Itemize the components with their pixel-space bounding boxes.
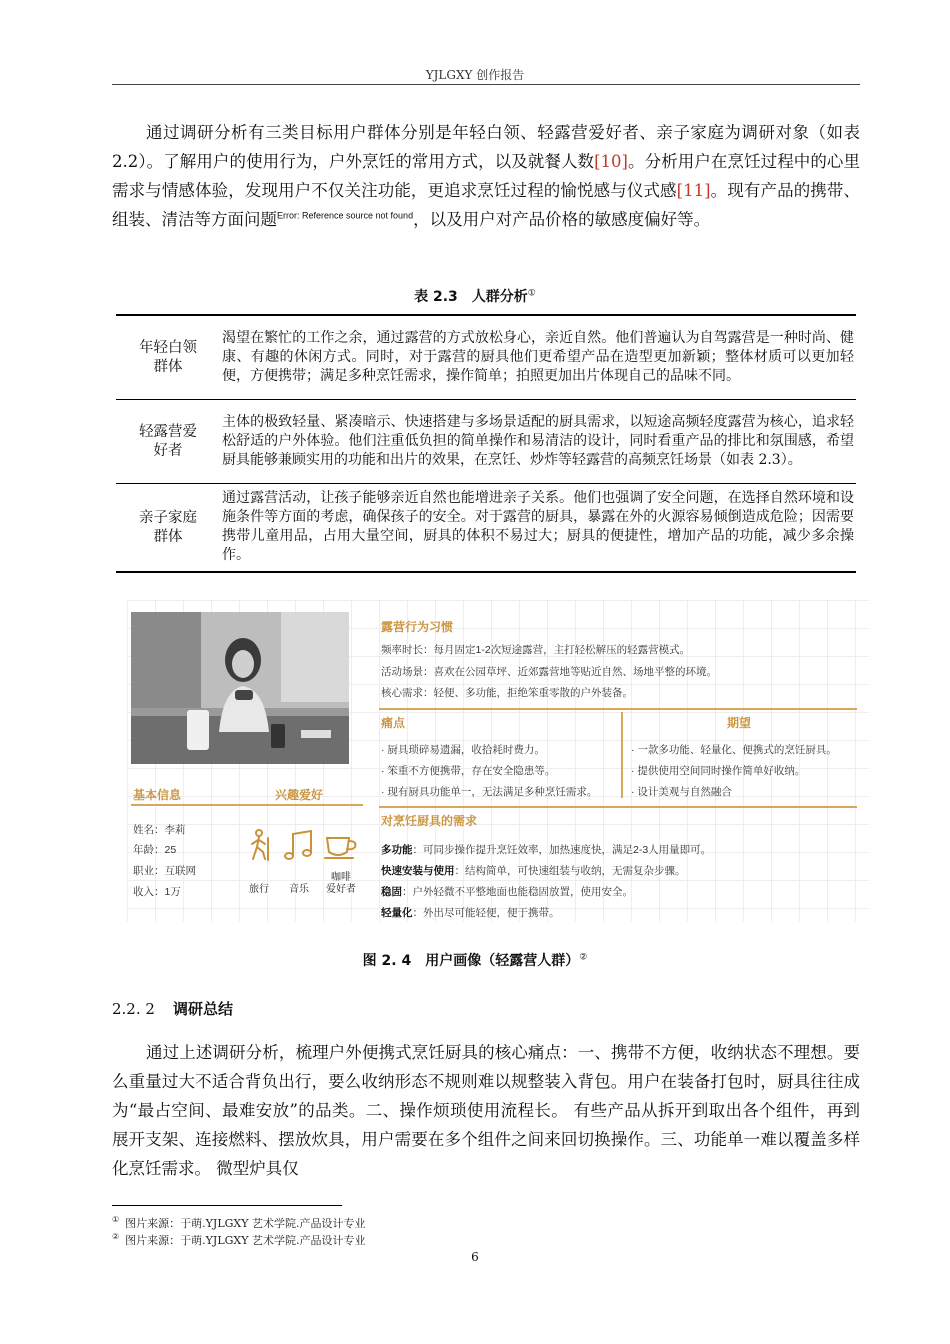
need-key: 轻量化	[381, 907, 413, 919]
group-name	[116, 400, 220, 484]
pain-line: · 厨具琐碎易遗漏，收拾耗时费力。	[381, 744, 545, 756]
group-name-camper: 轻露营爱 好者	[139, 423, 197, 459]
pain-line: · 现有厨具功能单一，无法满足多种烹饪需求。	[381, 786, 598, 798]
group-desc-family: 通过露营活动，让孩子能够亲近自然也能增进亲子关系。他们也强调了安全问题，在选择自然环境和设施条件等方面的考虑，确保孩子的安全。对于露营的厨具，暴露在外的火源容易倾倒造成危险；因需要携带儿童用品，占用大量空间，厨具的体积不易过大；厨具的便捷性，增加产品的功能，减少多余操作。	[222, 490, 854, 563]
hobby-title: 兴趣爱好	[275, 788, 324, 802]
section-heading	[112, 998, 233, 1019]
intro-text-1: 通过调研分析有三类目标用户群体分别是年轻白领、轻露营爱好者、亲子家庭为调研对象（如表 2.2）。了解用户的使用行为，户外烹饪的常用方式，以及就餐人数	[112, 123, 860, 171]
footnote-mark: ②	[112, 1232, 120, 1242]
need-key: 快速安装与使用	[381, 865, 455, 877]
footnote	[112, 1215, 366, 1231]
basic-line: 职业：互联网	[133, 865, 196, 877]
figure-caption-note: ②	[579, 952, 588, 963]
figure-caption	[0, 950, 950, 970]
header-rule	[112, 84, 860, 85]
need-text: ：可同步操作提升烹饪效率，加热速度快，满足2-3人用量即可。	[412, 844, 712, 856]
basic-title: 基本信息	[133, 788, 182, 802]
page-number: 6	[471, 1250, 479, 1264]
need-line	[381, 905, 560, 920]
intro-text-2: 。分析用户在烹饪过程中的心里需求与情感体验，发现用户不仅关注功能，更追求烹饪过程的愉悦感与仪式感	[112, 152, 861, 200]
need-text: ：户外轻微不平整地面也能稳固放置，使用安全。	[402, 886, 633, 898]
intro-paragraph	[112, 118, 860, 234]
woman-with-coffee-image	[131, 612, 349, 764]
footnote-mark: ①	[112, 1215, 120, 1225]
expect-line: · 一款多功能、轻量化、便携式的烹饪厨具。	[631, 744, 837, 756]
need-text: ：外出尽可能轻便，便于携带。	[412, 907, 560, 919]
hiking-icon	[241, 828, 277, 862]
intro-text-3: 。现有产品的携带、组装、清洁等方面问题	[112, 181, 861, 229]
summary-text: 通过上述调研分析，梳理户外便携式烹饪厨具的核心痛点：一、携带不方便，收纳状态不理想。要么重量过大不适合背负出行，要么收纳形态不规则难以规整装入背包。用户在装备打包时，厨具往往成为“最占空间、最难安放”的品类。二、操作烦琐使用流程长。 有些产品从拆开到取出各个组件，再到展开支架、连接燃料、摆放炊具，用户需要在多个组件之间来回切换操作。三、功能单一难以覆盖多样化烹饪需求。 微型炉具仅	[112, 1043, 860, 1178]
footnote-text: 图片来源：于萌.YJLGXY 艺术学院.产品设计专业	[125, 1217, 366, 1230]
hobby-label-travel: 旅行	[249, 884, 269, 895]
coffee-icon	[323, 828, 359, 862]
citation-11[interactable]: [11]	[676, 181, 711, 200]
habit-line: 核心需求：轻便、多功能，拒绝笨重零散的户外装备。	[381, 687, 633, 699]
group-name-family: 亲子家庭 群体	[139, 509, 197, 545]
expect-line: · 提供使用空间同时操作简单好收纳。	[631, 765, 806, 777]
divider	[131, 804, 363, 806]
group-name-young: 年轻白领 群体	[139, 339, 197, 375]
footnote-text: 图片来源：于萌.YJLGXY 艺术学院.产品设计专业	[125, 1234, 366, 1247]
intro-text-4: ，以及用户对产品价格的敏感度偏好等。	[413, 210, 711, 229]
habit-line: 活动场景：喜欢在公园草坪、近郊露营地等贴近自然、场地平整的环境。	[381, 666, 717, 678]
pain-title: 痛点	[381, 716, 406, 730]
need-key: 多功能	[381, 844, 413, 856]
need-key: 稳固	[381, 886, 402, 898]
table-caption-note: ①	[527, 288, 536, 299]
habit-title: 露营行为习惯	[381, 620, 454, 634]
group-name	[116, 484, 220, 573]
figure-caption-text: 图 2. 4 用户画像（轻露营人群）	[362, 953, 580, 969]
persona-photo	[131, 612, 349, 764]
group-name	[116, 315, 220, 400]
hobby-label-music: 音乐	[289, 884, 309, 895]
divider	[379, 806, 857, 808]
expect-line: · 设计美观与自然融合	[631, 786, 732, 798]
running-header: YJLGXY 创作报告	[425, 68, 525, 82]
need-text: ：结构简单，可快速组装与收纳，无需复杂步骤。	[454, 865, 686, 877]
section-title: 调研总结	[172, 1000, 233, 1018]
needs-title: 对烹饪厨具的需求	[381, 814, 478, 828]
reference-error: Error: Reference source not found	[277, 210, 414, 221]
section-number: 2.2. 2	[112, 1000, 155, 1018]
persona-figure	[127, 600, 869, 922]
table-row	[116, 484, 856, 573]
group-analysis-table	[116, 314, 856, 573]
footnote	[112, 1232, 366, 1248]
table-caption-text: 表 2.3 人群分析	[414, 289, 528, 305]
expect-title: 期望	[727, 716, 752, 730]
habit-line: 频率时长：每月固定1-2次短途露营，主打轻松解压的轻露营模式。	[381, 644, 691, 656]
group-desc-young: 渴望在繁忙的工作之余，通过露营的方式放松身心，亲近自然。他们普遍认为自驾露营是一种时尚、健康、有趣的休闲方式。同时，对于露营的厨具他们更希望产品在造型更加新颖；整体材质可以更加轻便，方便携带；满足多种烹饪需求，操作简单；拍照更加出片体现自己的品味不同。	[222, 329, 854, 384]
divider	[379, 708, 857, 710]
citation-10[interactable]: [10]	[594, 152, 628, 171]
basic-line: 年龄：25	[133, 844, 177, 856]
group-desc-camper: 主体的极致轻量、紧凑暗示、快速搭建与多场景适配的厨具需求，以短途高频轻度露营为核心，追求轻松舒适的户外体验。他们注重低负担的简单操作和易清洁的设计，同时看重产品的排比和氛围感，希望厨具能够兼顾实用的功能和出片的效果，在烹饪、炒炸等轻露营的高频烹饪场景（如表 2.3）。	[222, 413, 854, 468]
need-line	[381, 863, 686, 878]
basic-line: 姓名：李莉	[133, 824, 186, 836]
pain-line: · 笨重不方便携带，存在安全隐患等。	[381, 765, 556, 777]
need-line	[381, 842, 711, 857]
need-line	[381, 884, 633, 899]
basic-line: 收入：1万	[133, 886, 181, 898]
music-icon	[281, 828, 317, 862]
hobby-label-coffee: 咖啡 爱好者	[326, 872, 356, 895]
table-caption	[0, 286, 950, 306]
divider	[621, 712, 623, 798]
table-row	[116, 315, 856, 400]
footnote-rule	[112, 1205, 342, 1206]
summary-paragraph	[112, 1038, 860, 1183]
table-row	[116, 400, 856, 484]
